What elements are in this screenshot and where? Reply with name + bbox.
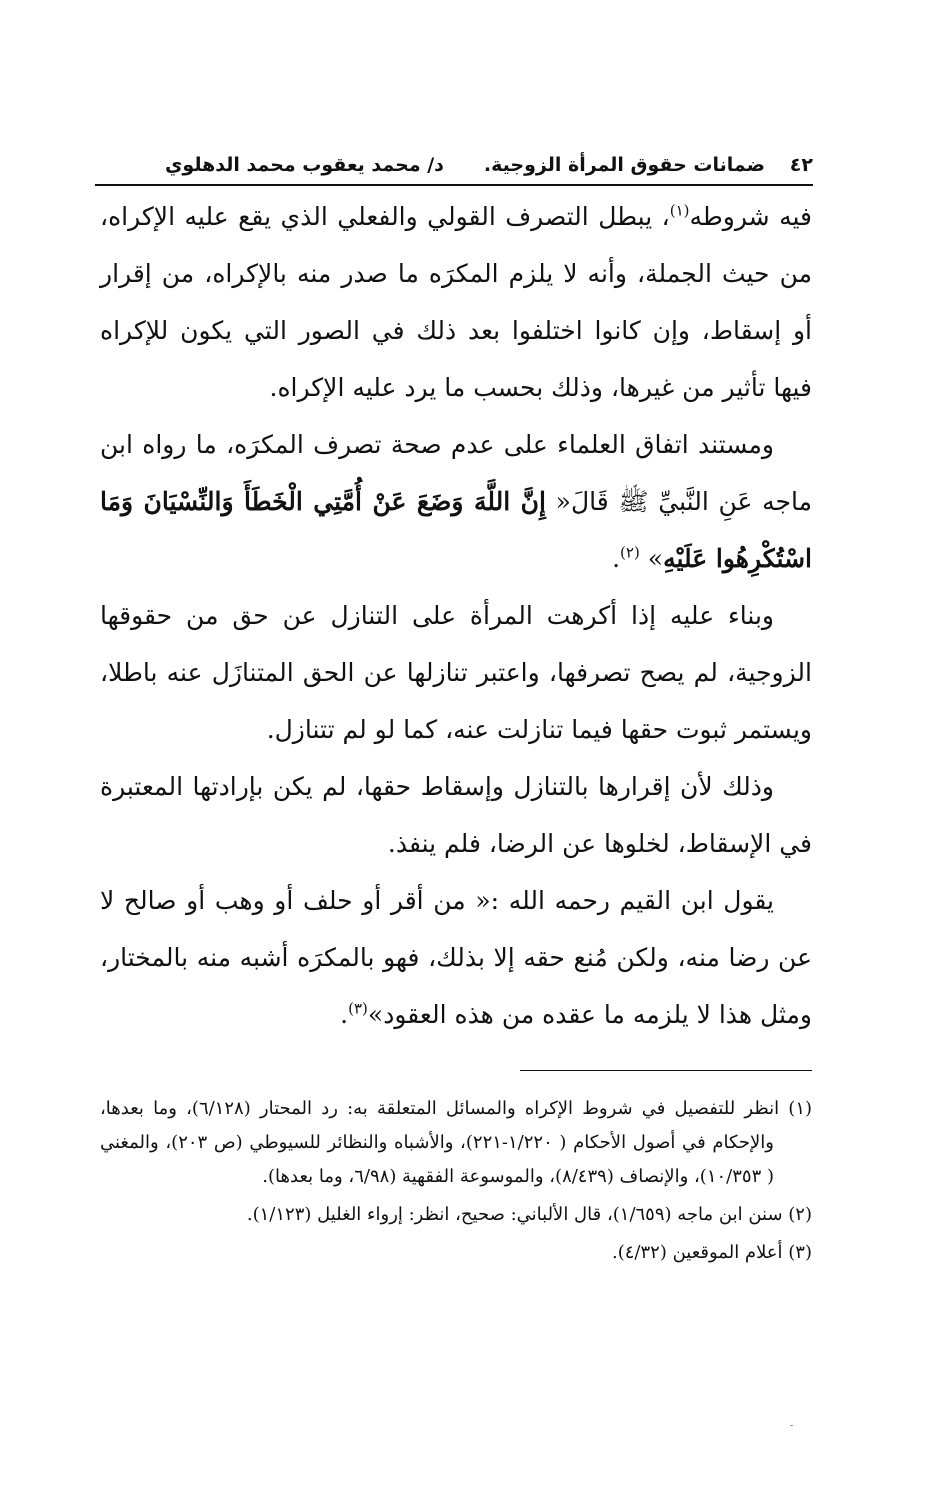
footnote-ref-3: (٣) — [348, 999, 368, 1018]
footnote-ref-1: (١) — [669, 201, 690, 220]
footnote-1: (١) انظر للتفصيل في شروط الإكراه والمسائل المتعلقة به: رد المحتار (٦/١٢٨)، وما بعدها، والإحكام في أصول الأحكام ( ١/٢٢٠-٢٢١)، والأشباه والنظائر للسيوطي (ص ٢٠٣)، والمغني ( ١٠/٣٥٣)، والإنصاف (٨/٤٣٩)، والموسوعة الفقهية (٦/٩٨، وما بعدها). — [100, 1098, 813, 1187]
footnote-ref-2: (٢) — [620, 543, 640, 562]
paragraph-1: فيه شروطه$^{(١)}$، يبطل التصرف القولي والفعلي الذي يقع عليه الإكراه، من حيث الجملة، وأنه لا يلزم المكرَه ما صدر منه بالإكراه، من إقرار أو إسقاط، وإن كانوا اختلفوا بعد ذلك في الصور التي يكون للإكراه فيها تأثير من غيرها، وذلك بحسب ما يرد عليه الإكراه. — [100, 201, 812, 402]
page-number: ٤٢ — [789, 154, 813, 176]
paragraph-5: يقول ابن القيم رحمه الله :« من أقر أو حلف أو وهب أو صالح لا عن رضا منه، ولكن مُنع حقه إلا بذلك، فهو بالمكرَه أشبه منه بالمختار، ومثل هذا لا يلزمه ما عقده من هذه العقود»$^{(٣)}$. — [100, 886, 812, 1029]
paragraph-4: وذلك لأن إقرارها بالتنازل وإسقاط حقها، لم يكن بإرادتها المعتبرة في الإسقاط، لخلوها عن الرضا، فلم ينفذ. — [100, 772, 812, 858]
footnote-separator — [520, 1070, 812, 1071]
running-header — [95, 148, 813, 186]
author-name: د/ محمد يعقوب محمد الدهلوي — [165, 154, 444, 176]
footnotes — [100, 1092, 812, 1274]
hadith-quote: إِنَّ اللَّهَ وَضَعَ عَنْ أُمَّتِي الْخَطَأَ وَالنِّسْيَانَ وَمَا اسْتُكْرِهُوا عَلَيْهِ — [100, 487, 812, 573]
scan-speck — [790, 1425, 793, 1426]
paragraph-2: ومستند اتفاق العلماء على عدم صحة تصرف المكرَه، ما رواه ابن ماجه عَنِ النَّبيِّ ﷺ قَالَ« إِنَّ اللَّهَ وَضَعَ عَنْ أُمَّتِي الْخَطَأَ وَالنِّسْيَانَ وَمَا اسْتُكْرِهُوا عَلَيْهِ» $^{(٢)}$. — [100, 430, 812, 573]
paragraph-3: وبناء عليه إذا أكرهت المرأة على التنازل عن حق من حقوقها الزوجية، لم يصح تصرفها، واعتبر تنازلها عن الحق المتنازَل عنه باطلا، ويستمر ثبوت حقها فيما تنازلت عنه، كما لو لم تتنازل. — [100, 601, 812, 744]
footnote-2: (٢) سنن ابن ماجه (١/٦٥٩)، قال الألباني: صحيح، انظر: إرواء الغليل (١/١٢٣). — [246, 1204, 812, 1225]
main-text — [100, 188, 812, 1043]
footnote-3: (٣) أعلام الموقعين (٤/٣٢). — [612, 1242, 812, 1263]
book-title: ضمانات حقوق المرأة الزوجية. — [483, 154, 765, 176]
